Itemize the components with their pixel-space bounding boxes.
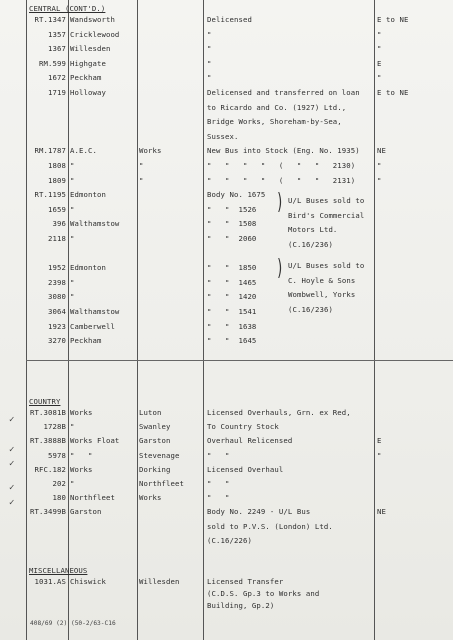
status-code: " <box>377 44 382 54</box>
tick-mark-icon: ✓ <box>9 415 15 425</box>
fleet-number: 1808 <box>48 161 66 170</box>
group-note-line: U/L Buses sold to <box>288 261 365 270</box>
status-code: " <box>377 161 382 170</box>
location-cell: Cricklewood <box>70 29 120 39</box>
bracket-mark: ) <box>276 256 284 282</box>
group-note-line: Bird's Commercial <box>288 210 365 220</box>
fleet-number: RM.599 <box>39 58 66 68</box>
form-reference: 408/69 (2) (50-2/63-C16 <box>30 620 116 627</box>
location-cell: " <box>70 422 75 432</box>
fleet-number: 1719 <box>48 88 66 97</box>
location-cell: Walthamstow <box>70 307 120 316</box>
remarks-cell: Delicensed <box>207 15 252 24</box>
remarks-cell: Bridge Works, Shoreham-by-Sea, <box>207 117 342 127</box>
fleet-number: 202 <box>52 479 66 488</box>
column-rule-margin <box>26 0 27 640</box>
remarks-cell: Licensed Transfer <box>207 577 284 586</box>
status-code: E <box>377 436 382 446</box>
remarks-cell: sold to P.V.S. (London) Ltd. <box>207 521 333 531</box>
column-rule-remarks <box>374 0 375 640</box>
location-cell: " <box>70 175 75 185</box>
tick-mark-icon: ✓ <box>9 498 15 508</box>
remarks-cell: " " 1465 <box>207 277 257 287</box>
location-cell: Wandsworth <box>70 15 115 24</box>
remarks-cell: Sussex. <box>207 131 239 141</box>
fleet-number: 1923 <box>48 321 66 331</box>
remarks-cell: Building, Gp.2) <box>207 601 275 611</box>
location-cell: " " <box>70 450 93 460</box>
remarks-cell: " <box>207 73 212 83</box>
location-cell: Edmonton <box>70 263 106 273</box>
remarks-cell: " " <box>207 450 230 460</box>
destination-cell: " <box>139 161 144 170</box>
location-cell: Works <box>70 464 93 474</box>
fleet-number: 396 <box>52 219 66 229</box>
status-code: " <box>377 175 382 185</box>
fleet-number: 1672 <box>48 73 66 83</box>
location-cell: Works <box>70 408 93 417</box>
remarks-cell: Body No. 2249 - U/L Bus <box>207 507 311 517</box>
fleet-number: RT.3081B <box>30 408 66 417</box>
remarks-cell: Licensed Overhauls, Grn. ex Red, <box>207 408 351 417</box>
remarks-cell: Overhaul Relicensed <box>207 436 293 446</box>
fleet-number: 1357 <box>48 29 66 39</box>
fleet-number: RT.1195 <box>34 190 66 200</box>
remarks-cell: " " 1645 <box>207 336 257 346</box>
destination-cell: Garston <box>139 436 171 446</box>
fleet-number: RT.3499B <box>30 507 66 517</box>
location-cell: Walthamstow <box>70 219 120 229</box>
destination-cell: " <box>139 175 144 185</box>
section-divider <box>26 360 453 361</box>
fleet-number: RT.1347 <box>34 15 66 24</box>
location-cell: " <box>70 277 75 287</box>
status-code: NE <box>377 146 386 156</box>
location-cell: Camberwell <box>70 321 115 331</box>
group-note-line: (C.16/236) <box>288 304 333 314</box>
location-cell: Peckham <box>70 73 102 83</box>
group-note-line: Wombwell, Yorks <box>288 290 356 300</box>
remarks-cell: " " 2060 <box>207 234 257 243</box>
status-code: E to NE <box>377 88 409 97</box>
remarks-cell: " " 1420 <box>207 292 257 302</box>
fleet-number: 180 <box>52 493 66 503</box>
destination-cell: Works <box>139 493 162 503</box>
destination-cell: Northfleet <box>139 479 184 488</box>
destination-cell: Swanley <box>139 422 171 432</box>
section-heading: COUNTRY <box>29 397 61 406</box>
remarks-cell: " " 1850 <box>207 263 257 273</box>
section-heading: MISCELLANEOUS <box>29 566 88 575</box>
group-note-line: U/L Buses sold to <box>288 196 365 205</box>
fleet-number: 1952 <box>48 263 66 273</box>
remarks-cell: " " 1541 <box>207 307 257 316</box>
group-note-line: (C.16/236) <box>288 239 333 249</box>
destination-cell: Stevenage <box>139 450 180 460</box>
location-cell: Peckham <box>70 336 102 346</box>
location-cell: Northfleet <box>70 493 115 503</box>
remarks-cell: " " <box>207 493 230 503</box>
location-cell: Works Float <box>70 436 120 446</box>
location-cell: Holloway <box>70 88 106 97</box>
destination-cell: Willesden <box>139 577 180 586</box>
remarks-cell: " <box>207 44 212 54</box>
fleet-number: RFC.182 <box>34 464 66 474</box>
status-code: NE <box>377 507 386 517</box>
remarks-cell: To Country Stock <box>207 422 279 432</box>
location-cell: Chiswick <box>70 577 106 586</box>
tick-mark-icon: ✓ <box>9 483 15 493</box>
location-cell: " <box>70 292 75 302</box>
fleet-number: 3064 <box>48 307 66 316</box>
fleet-number: RT.3888B <box>30 436 66 446</box>
location-cell: " <box>70 479 75 488</box>
remarks-cell: Body No. 1675 <box>207 190 266 200</box>
location-cell: " <box>70 234 75 243</box>
status-code: E to NE <box>377 15 409 24</box>
destination-cell: Works <box>139 146 162 156</box>
status-code: " <box>377 29 382 39</box>
remarks-cell: (C.D.S. Gp.3 to Works and <box>207 589 320 599</box>
fleet-number: 1809 <box>48 175 66 185</box>
tick-mark-icon: ✓ <box>9 459 15 469</box>
remarks-cell: Licensed Overhaul <box>207 464 284 474</box>
location-cell: Highgate <box>70 58 106 68</box>
section-heading: CENTRAL (CONT'D.) <box>29 4 106 13</box>
status-code: " <box>377 73 382 83</box>
fleet-number: 1367 <box>48 44 66 54</box>
remarks-cell: " " <box>207 479 230 488</box>
location-cell: Garston <box>70 507 102 517</box>
group-note-line: Motors Ltd. <box>288 225 338 235</box>
fleet-number: 3080 <box>48 292 66 302</box>
remarks-cell: " <box>207 58 212 68</box>
remarks-cell: " " " " ( " " 2131) <box>207 175 356 185</box>
remarks-cell: " " " " ( " " 2130) <box>207 161 356 170</box>
column-rule-fleet <box>68 0 69 640</box>
remarks-cell: (C.16/226) <box>207 535 252 545</box>
column-rule-location <box>137 0 138 640</box>
fleet-number: 1031.AS <box>34 577 66 586</box>
location-cell: " <box>70 161 75 170</box>
remarks-cell: New Bus into Stock (Eng. No. 1935) <box>207 146 360 156</box>
location-cell: A.E.C. <box>70 146 97 156</box>
fleet-number: 2398 <box>48 277 66 287</box>
fleet-number: 2118 <box>48 234 66 243</box>
remarks-cell: " " 1508 <box>207 219 257 229</box>
fleet-number: RM.1787 <box>34 146 66 156</box>
tick-mark-icon: ✓ <box>9 445 15 455</box>
remarks-cell: " <box>207 29 212 39</box>
group-note-line: C. Hoyle & Sons <box>288 275 356 285</box>
location-cell: Edmonton <box>70 190 106 200</box>
status-code: E <box>377 58 382 68</box>
remarks-cell: " " 1638 <box>207 321 257 331</box>
remarks-cell: Delicensed and transferred on loan <box>207 88 360 97</box>
fleet-number: 1728B <box>43 422 66 432</box>
destination-cell: Dorking <box>139 464 171 474</box>
fleet-number: 5978 <box>48 450 66 460</box>
remarks-cell: to Ricardo and Co. (1927) Ltd., <box>207 102 347 112</box>
fleet-number: 3270 <box>48 336 66 346</box>
column-rule-destination <box>203 0 204 640</box>
status-code: " <box>377 450 382 460</box>
destination-cell: Luton <box>139 408 162 417</box>
fleet-number: 1659 <box>48 204 66 214</box>
bracket-mark: ) <box>276 190 284 216</box>
remarks-cell: " " 1526 <box>207 204 257 214</box>
location-cell: " <box>70 204 75 214</box>
location-cell: Willesden <box>70 44 111 54</box>
